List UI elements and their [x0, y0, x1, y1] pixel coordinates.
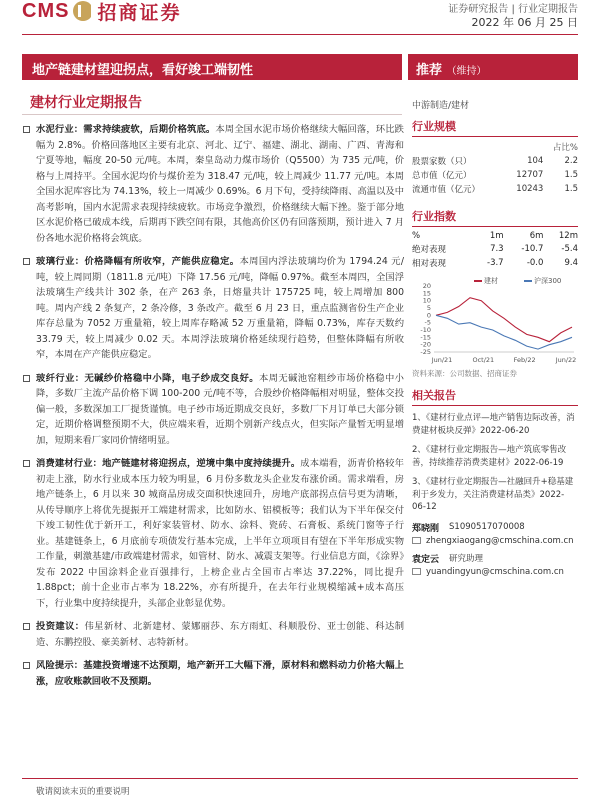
cell-value: 9.4: [564, 258, 578, 268]
row-label: 股票家数（只）: [412, 157, 472, 167]
page-header: [0, 0, 600, 36]
row-label: 绝对表现: [412, 245, 447, 255]
paragraph-glass: [36, 254, 404, 363]
table-row: [412, 182, 578, 196]
author-row: [412, 521, 578, 534]
industry-scale-heading: 行业规模: [412, 118, 578, 137]
chart-svg: [412, 274, 578, 366]
rating-label: 推荐: [416, 63, 443, 78]
legend-item-materials: [474, 276, 498, 286]
square-bullet-icon: [23, 623, 30, 630]
square-bullet-icon: [23, 258, 30, 265]
column-header: 占比%: [552, 143, 578, 153]
row-value: 12707: [516, 170, 544, 180]
author-id: S1090517070008: [449, 522, 525, 532]
cell-value: -3.7: [487, 258, 504, 268]
industry-label: 中游制造/建材: [412, 101, 470, 111]
report-title: 地产链建材望迎拐点，看好竣工端韧性: [22, 54, 402, 80]
square-bullet-icon: [23, 375, 30, 382]
cell-value: -0.0: [526, 258, 544, 268]
paragraph-text: 成本端看，沥青价格较年初走上涨，防水行业成本压力较为明显，6 月份多数龙头企业发布涨价函。需求端看，房地产链条上，6 月以来 30 城商品房成交面积快速回升，房地产底部拐点信号更为清晰，从传导顺序上将优先提振开工端建材需求，比如防水、铝模板等；我们认为下半年保交付下竣工韧性优于新开工，利好家装管材、防水、涂料、瓷砖、石膏板、系统门窗等子行业。基建链条上，6 月底前专项债发行基本完成，上半年立项项目有望在下半年形成实物工作量，刺激基建/市政端建材需求，如管材、防水、减震支架等。行业信息方面，《涂界》发布 2022 中国涂料企业百强排行，上榜企业占全国市占率达 37.22%，同比提升 1.88pct；前十企业市占率为 18.22%，亦有所提升，在去年行业规模缩减+成本高压下，行业集中度持续提升，头部企业彰显优势。: [36, 458, 404, 609]
paragraph-lead: 风险提示：: [36, 660, 84, 671]
paragraph-risk: [36, 658, 404, 689]
mail-icon: [412, 568, 421, 575]
cell-value: -5.4: [561, 244, 578, 254]
author-email-row: [412, 536, 578, 546]
paragraph-text: 本周全国水泥市场价格继续大幅回落，环比跌幅为 2.8%。价格回落地区主要有北京、河北、辽宁、福建、湖北、湖南、广西、青海和宁夏等地，幅度 20-50 元/吨。本周，秦皇岛动力煤市场价（Q5500）为 735 元/吨，价格与上周持平。全国水泥均价与煤价差为 318.47 元/吨，较上周减少 11.77 元/吨。本周全国水泥库容比为 74.13%，较上一周减少 0.69%。6 月下旬，受持续降雨、高温以及中高考影响，国内水泥需求表现持续疲软。市场竞争激烈，价格继续大幅下挫。鉴于部分地区水泥价格已破成本线，后期再下跌空间有限，其他高价区仍有回落预期，预计进入 7 月份各地水泥价格将会筑底。: [36, 124, 404, 244]
column-header: 1m: [489, 231, 504, 241]
index-chart: [412, 274, 578, 366]
paragraph-fiberglass: [36, 371, 404, 449]
paragraph-text: 本周国内浮法玻璃均价为 1794.24 元/吨，较上周同期（1811.8 元/吨）下降 17.56 元/吨，降幅 0.97%。截至本周四，全国浮法玻璃生产线共计 302 条，在产 263 条，日熔量共计 175725 吨，较上周增加 800 吨。周内产线 2 条复产，2 条冷修，3 条改产。截至 6 月 23 日，重点监测省份生产企业库存总量为 7052 万重量箱，较上周库存略减 52 万重量箱，降幅 0.73%，库存天数约 33.79 天，较上周减少 0.02 天。本周浮法玻璃价格延续现行趋势，但整体降幅有所收窄，本周在产产能供应稳定。: [36, 256, 404, 360]
paragraph-cement: [36, 122, 404, 246]
author-email-row: [412, 567, 578, 577]
y-tick-label: 10: [422, 296, 431, 305]
industry-index-heading: 行业指数: [412, 208, 578, 227]
author-name: 袁定云: [412, 554, 440, 565]
sidebar: [412, 118, 578, 577]
report-type-heading: 建材行业定期报告: [30, 95, 142, 111]
paragraph-text: 伟星新材、北新建材、蒙娜丽莎、东方雨虹、科顺股份、亚士创能、科达制造、东鹏控股、豪美新材、志特新材。: [36, 621, 404, 648]
square-bullet-icon: [23, 662, 30, 669]
legend-item-hs300: [524, 276, 561, 286]
report-type-divider: [22, 114, 402, 115]
row-label: 流通市值（亿元）: [412, 185, 481, 195]
column-header: %: [412, 231, 421, 241]
header-divider: [22, 34, 578, 35]
author-block: [412, 521, 578, 577]
cell-value: 7.3: [490, 244, 504, 254]
chart-source: 资料来源：公司数据、招商证券: [412, 369, 517, 378]
legend-label: 建材: [484, 277, 498, 285]
rating-banner: [408, 54, 578, 80]
x-tick-label: Jun/21: [431, 356, 453, 364]
square-bullet-icon: [23, 126, 30, 133]
row-label: 总市值（亿元）: [412, 171, 472, 181]
table-row: [412, 256, 578, 270]
y-tick-label: 15: [422, 289, 431, 298]
author-name: 郑晓刚: [412, 523, 440, 534]
y-tick-label: 0: [426, 311, 431, 320]
cms-logo: [22, 0, 181, 22]
rating-sub: （维持）: [446, 66, 487, 77]
related-report-link[interactable]: 2、《建材行业定期报告—地产筑底零售改善，持续推荐消费类建材》2022-06-19: [412, 445, 567, 468]
row-label: 相对表现: [412, 259, 447, 269]
legend-swatch: [524, 280, 532, 282]
y-tick-label: -15: [420, 333, 431, 342]
column-header: 6m: [529, 231, 544, 241]
x-tick-label: Feb/22: [513, 356, 536, 364]
table-row: [412, 140, 578, 154]
report-date: 2022 年 06 月 25 日: [471, 16, 578, 29]
mail-icon: [412, 537, 421, 544]
main-body: [36, 122, 404, 697]
y-tick-label: 5: [426, 304, 431, 312]
series-line-hs300: [436, 315, 572, 349]
y-tick-label: -25: [420, 348, 431, 356]
document-type: 证券研究报告 | 行业定期报告: [448, 4, 578, 15]
logo-badge-icon: [73, 1, 93, 21]
table-row: [412, 168, 578, 182]
table-row: [412, 154, 578, 168]
related-report-link[interactable]: 3、《建材行业定期报告—社融回升+稳基建利于乡发力，关注消费建材品类》2022-06-12: [412, 477, 574, 512]
square-bullet-icon: [23, 460, 30, 467]
legend-label: 沪深300: [534, 277, 562, 285]
y-tick-label: 20: [422, 282, 431, 290]
paragraph-text: 本周无碱池窑粗纱市场价格稳中小降，多数厂主流产品价格下调 100-200 元/吨不等，合股纱价格降幅相对明显，整体交投偏一般，多数深加工厂提货谨慎。电子纱市场近期成交良好，多数厂下月订单已大部分锁定，近期价格调整预期不大，供应端来看，近期个别新产线点火，但实际产量暂无明显增加，短期来看厂家同价情绪明显。: [36, 372, 404, 446]
logo-cms-text: CMS: [22, 0, 70, 22]
author-row: [412, 552, 578, 565]
related-reports-list: [412, 412, 578, 514]
y-tick-label: -10: [420, 326, 431, 334]
row-pct: 1.5: [564, 170, 578, 180]
footer-divider: [22, 778, 578, 779]
paragraph-investment: [36, 619, 404, 650]
row-value: 10243: [516, 184, 544, 194]
row-pct: 1.5: [564, 184, 578, 194]
paragraph-lead: 投资建议：: [36, 621, 85, 632]
cell-value: -10.7: [521, 244, 544, 254]
paragraph-consumer-materials: [36, 456, 404, 611]
y-tick-label: -5: [424, 318, 431, 327]
paragraph-lead: 水泥行业：需求持续疲软，后期价格筑底。: [36, 124, 216, 135]
x-tick-label: Oct/21: [472, 356, 495, 364]
related-reports-heading: 相关报告: [412, 387, 578, 406]
legend-swatch: [474, 280, 482, 282]
series-line-materials: [436, 298, 572, 342]
related-report-link[interactable]: 1、《建材行业点评—地产销售边际改善，消费建材板块反弹》2022-06-20: [412, 413, 575, 436]
author-email[interactable]: zhengxiaogang@cmschina.com.cn: [426, 535, 574, 546]
x-tick-label: Jun/22: [555, 356, 577, 364]
author-email[interactable]: yuandingyun@cmschina.com.cn: [426, 566, 564, 577]
row-value: 104: [527, 156, 544, 166]
row-pct: 2.2: [564, 156, 578, 166]
table-row: [412, 230, 578, 242]
footer-note: 敬请阅读末页的重要说明: [36, 787, 130, 797]
table-row: [412, 242, 578, 256]
industry-index-table: [412, 230, 578, 270]
industry-scale-table: [412, 140, 578, 196]
column-header: 12m: [558, 231, 578, 241]
logo-cn-text: 招商证券: [97, 1, 182, 24]
paragraph-lead: 玻璃行业：价格降幅有所收窄，产能供应稳定。: [36, 256, 240, 267]
paragraph-text: 基建投资增速不达预期，地产新开工大幅下滑，原材料和燃料动力价格大幅上涨，应收账款回收不及预期。: [36, 660, 404, 687]
y-tick-label: -20: [420, 340, 431, 349]
paragraph-lead: 玻纤行业：无碱纱价格稳中小降，电子纱成交良好。: [36, 372, 259, 384]
paragraph-lead: 消费建材行业：地产链建材将迎拐点，逆境中集中度持续提升。: [36, 458, 301, 469]
author-role: 研究助理: [449, 554, 484, 564]
